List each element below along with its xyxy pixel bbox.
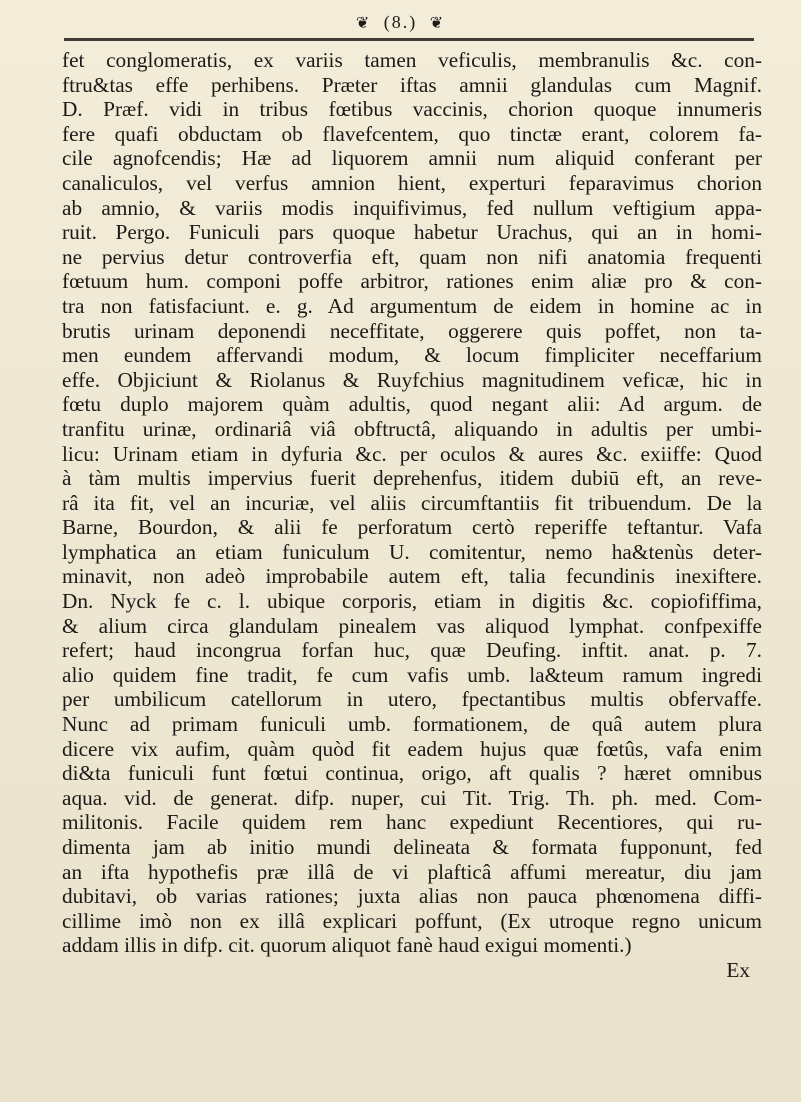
text-line: ne pervius detur controverfia eft, quam non nifi anatomia frequenti [62,244,762,269]
body-text [62,48,762,983]
text-line: brutis urinam deponendi neceffitate, oggerere quis poffet, non ta- [62,318,762,343]
text-line: ftru&tas effe perhibens. Præter iftas amnii glandulas cum Magnif. [62,72,762,97]
text-line: ab amnio, & variis modis inquifivimus, fed nullum veftigium appa- [62,195,762,220]
text-line: men eundem affervandi modum, & locum fimpliciter neceffarium [62,343,762,368]
text-line: cillime imò non ex illâ explicari poffunt, (Ex utroque regno unicum [62,908,762,933]
text-line: alio quidem fine tradit, fe cum vafis umb. la&teum ramum ingredi [62,662,762,687]
text-line: fœtu duplo majorem quàm adultis, quod negant alii: Ad argum. de [62,392,762,417]
text-line: fœtuum hum. componi poffe arbitror, rationes enim aliæ pro & con- [62,269,762,294]
text-line: lymphatica an etiam funiculum U. comitentur, nemo ha&tenùs deter- [62,539,762,564]
text-line: Dn. Nyck fe c. l. ubique corporis, etiam in digitis &c. copiofiffima, [62,589,762,614]
text-line: fere quafi obductam ob flavefcentem, quo tinctæ erant, colorem fa- [62,121,762,146]
text-line: tranfitu urinæ, ordinariâ viâ obftructâ, aliquando in adultis per umbi- [62,416,762,441]
text-line: D. Præf. vidi in tribus fœtibus vaccinis, chorion quoque innumeris [62,97,762,122]
text-line: cile agnofcendis; Hæ ad liquorem amnii num aliquid conferant per [62,146,762,171]
text-line: à tàm multis impervius fuerit deprehenfus, itidem dubiū eft, an reve- [62,466,762,491]
text-line: tra non fatisfaciunt. e. g. Ad argumentum de eidem in homine ac in [62,293,762,318]
text-line: licu: Urinam etiam in dyfuria &c. per oculos & aures &c. exiiffe: Quod [62,441,762,466]
text-line: aqua. vid. de generat. difp. nuper, cui Tit. Trig. Th. ph. med. Com- [62,785,762,810]
text-line: militonis. Facile quidem rem hanc expediunt Recentiores, qui ru- [62,810,762,835]
text-line: addam illis in difp. cit. quorum aliquot fanè haud exigui momenti.) [62,933,632,958]
text-line: dubitavi, ob varias rationes; juxta alias non pauca phœnomena diffi- [62,884,762,909]
text-line: dicere vix aufim, quàm quòd fit eadem hujus quæ fœtûs, vafa enim [62,736,762,761]
text-line: & alium circa glandulam pinealem vas aliquod lymphat. confpexiffe [62,613,762,638]
ornament-right-icon: ❦ [429,15,446,32]
text-line: Barne, Bourdon, & alii fe perforatum certò reperiffe teftantur. Vafa [62,515,762,540]
text-line: râ ita fit, vel an incuriæ, vel aliis circumftantiis fit tribuendum. De la [62,490,762,515]
text-line: refert; haud incongrua forfan huc, quæ Deufing. inftit. anat. p. 7. [62,638,762,663]
ornament-left-icon: ❦ [355,15,372,32]
header-rule [64,38,754,41]
text-line: ruit. Pergo. Funiculi pars quoque habetur Urachus, qui an in homi- [62,220,762,245]
text-line: dimenta jam ab initio mundi delineata & formata fupponunt, fed [62,835,762,859]
page-number: (8.) [383,12,418,32]
page-header [0,8,801,36]
text-line: an ifta hypothefis præ illâ de vi plafticâ affumi mereatur, diu jam [62,859,762,884]
text-line: effe. Objiciunt & Riolanus & Ruyfchius magnitudinem veficæ, hic in [62,367,762,392]
text-line: per umbilicum catellorum in utero, fpectantibus multis obfervaffe. [62,687,762,712]
text-line: di&ta funiculi funt fœtui continua, origo, aft qualis ? hæret omnibus [62,761,762,786]
text-line: canaliculos, vel verfus amnion hient, experturi feparavimus chorion [62,170,762,195]
text-line: Nunc ad primam funiculi umb. formationem, de quâ autem plura [62,712,762,737]
catchword: Ex [726,957,750,982]
text-line: fet conglomeratis, ex variis tamen veficulis, membranulis &c. con- [62,48,762,72]
text-line: minavit, non adeò improbabile autem eft, talia fecundinis inexiftere. [62,564,762,589]
